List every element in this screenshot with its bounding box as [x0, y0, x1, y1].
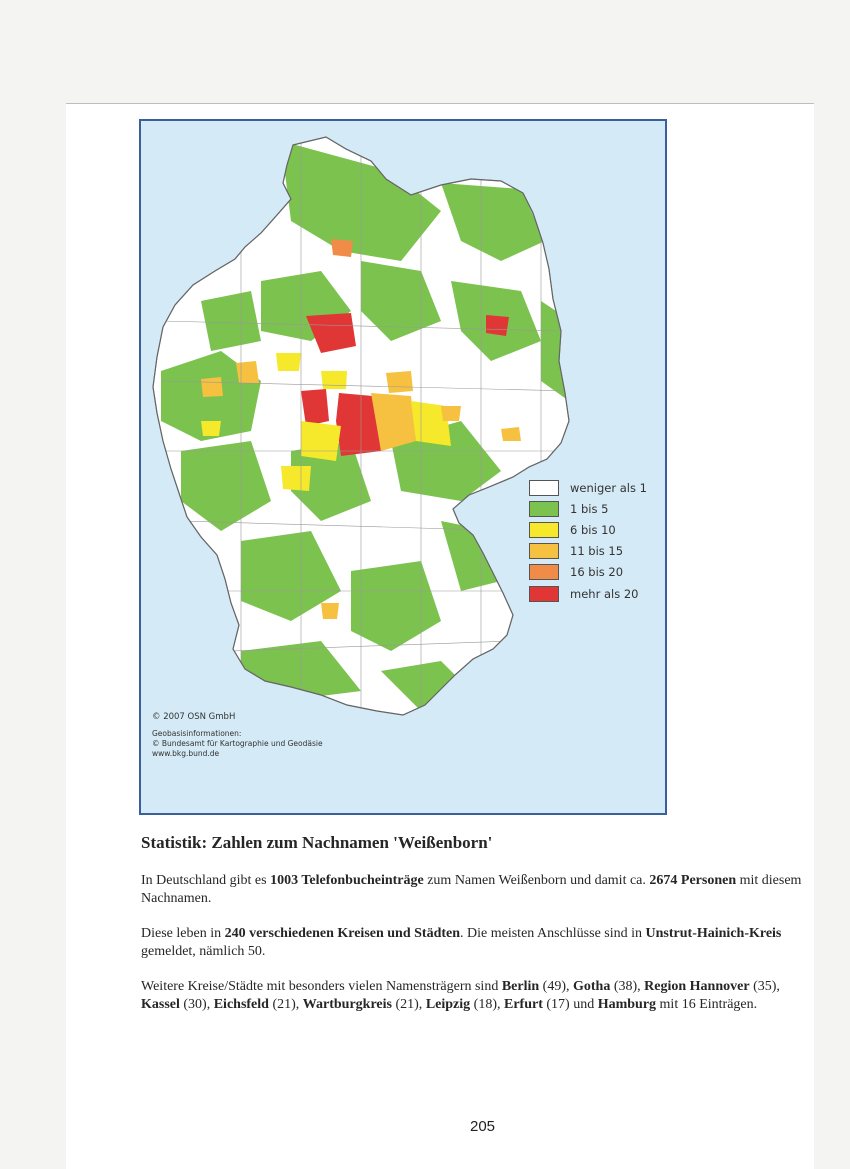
- legend-item: [529, 519, 659, 540]
- city-name: Leipzig: [425, 997, 471, 1012]
- city-name: Erfurt: [503, 997, 543, 1012]
- text-span: gemeldet, nämlich 50.: [141, 944, 266, 959]
- city-name: Berlin: [501, 979, 540, 994]
- bold-span: 2674 Personen: [649, 873, 737, 888]
- map-legend: [529, 477, 659, 604]
- legend-label: 11 bis 15: [570, 544, 624, 559]
- text-span: Weitere Kreise/Städte mit besonders vielen Namensträgern sind: [141, 979, 502, 994]
- text-span: (49),: [539, 979, 573, 994]
- text-span: mit diesem Nachnamen.: [141, 873, 802, 906]
- city-name: Kassel: [141, 997, 180, 1012]
- legend-swatch: [529, 522, 559, 538]
- geo-info-url: www.bkg.bund.de: [152, 749, 220, 758]
- city-name: Gotha: [573, 979, 611, 994]
- text-span: (18),: [470, 997, 504, 1012]
- text-span: (21),: [268, 997, 303, 1012]
- legend-swatch: [529, 543, 559, 559]
- text-span: zum Namen Weißenborn und damit ca.: [423, 873, 650, 888]
- text-span: Diese leben in: [141, 926, 225, 941]
- legend-item: [529, 498, 659, 519]
- map-credits: [152, 712, 323, 759]
- legend-item: [529, 583, 659, 604]
- text-span: (17) und: [542, 997, 598, 1012]
- legend-label: weniger als 1: [570, 480, 647, 495]
- bold-span: Unstrut-Hainich-Kreis: [645, 926, 782, 941]
- legend-swatch: [529, 586, 559, 602]
- text-span: (35),: [749, 979, 780, 994]
- legend-label: 16 bis 20: [570, 565, 624, 580]
- city-name: Eichsfeld: [213, 997, 269, 1012]
- map-copyright: © 2007 OSN GmbH: [152, 712, 236, 722]
- legend-item: [529, 541, 659, 562]
- city-name: Hamburg: [597, 997, 657, 1012]
- legend-label: 1 bis 5: [570, 501, 609, 516]
- text-span: mit 16 Einträgen.: [656, 997, 758, 1012]
- legend-label: mehr als 20: [570, 586, 639, 601]
- text-span: (30),: [179, 997, 214, 1012]
- page-number: 205: [470, 1118, 496, 1135]
- bold-span: 240 verschiedenen Kreisen und Städten: [224, 926, 461, 941]
- legend-label: 6 bis 10: [570, 522, 616, 537]
- paragraph-total-entries: [141, 872, 813, 908]
- statistics-heading: Statistik: Zahlen zum Nachnamen 'Weißenborn': [141, 833, 493, 852]
- city-name: Wartburgkreis: [302, 997, 392, 1012]
- germany-map-graphic: [141, 121, 665, 813]
- text-span: . Die meisten Anschlüsse sind in: [460, 926, 646, 941]
- geo-info-source: © Bundesamt für Kartographie und Geodäsie: [152, 739, 323, 748]
- text-span: (38),: [610, 979, 645, 994]
- geo-info-title: Geobasisinformationen:: [152, 729, 242, 738]
- text-span: (21),: [391, 997, 426, 1012]
- bold-span: 1003 Telefonbucheinträge: [270, 873, 424, 888]
- statistics-text: [141, 834, 813, 1031]
- legend-item: [529, 562, 659, 583]
- legend-swatch: [529, 501, 559, 517]
- legend-item: [529, 477, 659, 498]
- surname-distribution-map: [139, 119, 667, 815]
- legend-swatch: [529, 564, 559, 580]
- paragraph-districts: [141, 925, 813, 961]
- text-span: In Deutschland gibt es: [141, 873, 271, 888]
- city-name: Region Hannover: [644, 979, 750, 994]
- paragraph-other-cities: [141, 978, 813, 1014]
- legend-swatch: [529, 480, 559, 496]
